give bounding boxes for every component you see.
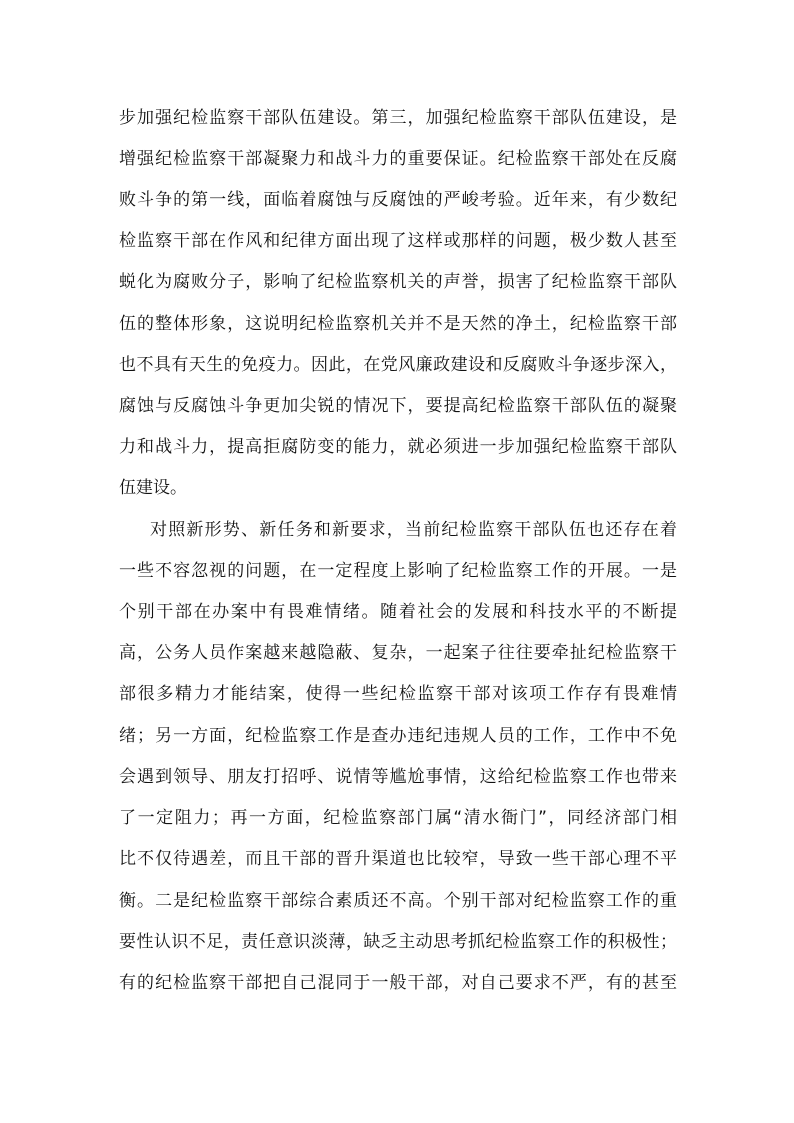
text-line: 伍的整体形象，这说明纪检监察机关并不是天然的净土，纪检监察干部 — [119, 314, 677, 334]
text-line: 腐蚀与反腐蚀斗争更加尖锐的情况下，要提高纪检监察干部队伍的凝聚 — [119, 396, 677, 416]
text-line: 力和战斗力，提高拒腐防变的能力，就必须进一步加强纪检监察干部队 — [119, 437, 677, 457]
text-line: 衡。二是纪检监察干部综合素质还不高。个别干部对纪检监察工作的重 — [119, 891, 677, 911]
text-line: 败斗争的第一线，面临着腐蚀与反腐蚀的严峻考验。近年来，有少数纪 — [119, 190, 677, 210]
text-line: 也不具有天生的免疫力。因此，在党风廉政建设和反腐败斗争逐步深入， — [119, 355, 677, 375]
text-line: 比不仅待遇差，而且干部的晋升渠道也比较窄，导致一些干部心理不平 — [119, 849, 677, 869]
text-line: 高，公务人员作案越来越隐蔽、复杂，一起案子往往要牵扯纪检监察干 — [119, 643, 677, 663]
text-line: 检监察干部在作风和纪律方面出现了这样或那样的问题，极少数人甚至 — [119, 231, 677, 251]
text-line: 个别干部在办案中有畏难情绪。随着社会的发展和科技水平的不断提 — [119, 602, 677, 622]
text-line: 要性认识不足，责任意识淡薄，缺乏主动思考抓纪检监察工作的积极性； — [119, 932, 677, 952]
paragraph-start-line: 对照新形势、新任务和新要求，当前纪检监察干部队伍也还存在着 — [150, 520, 677, 540]
text-line: 一些不容忽视的问题，在一定程度上影响了纪检监察工作的开展。一是 — [119, 561, 677, 581]
text-line: 有的纪检监察干部把自己混同于一般干部，对自己要求不严，有的甚至 — [119, 973, 677, 993]
text-line: 增强纪检监察干部凝聚力和战斗力的重要保证。纪检监察干部处在反腐 — [119, 149, 677, 169]
text-line: 蜕化为腐败分子，影响了纪检监察机关的声誉，损害了纪检监察干部队 — [119, 272, 677, 292]
text-line: 了一定阻力；再一方面，纪检监察部门属“清水衙门”，同经济部门相 — [119, 808, 677, 828]
text-line: 伍建设。 — [119, 478, 187, 498]
text-line: 绪；另一方面，纪检监察工作是查办违纪违规人员的工作，工作中不免 — [119, 726, 677, 746]
text-line: 部很多精力才能结案，使得一些纪检监察干部对该项工作存有畏难情 — [119, 684, 677, 704]
text-line: 步加强纪检监察干部队伍建设。第三，加强纪检监察干部队伍建设，是 — [119, 108, 677, 128]
text-line: 会遇到领导、朋友打招呼、说情等尴尬事情，这给纪检监察工作也带来 — [119, 767, 677, 787]
